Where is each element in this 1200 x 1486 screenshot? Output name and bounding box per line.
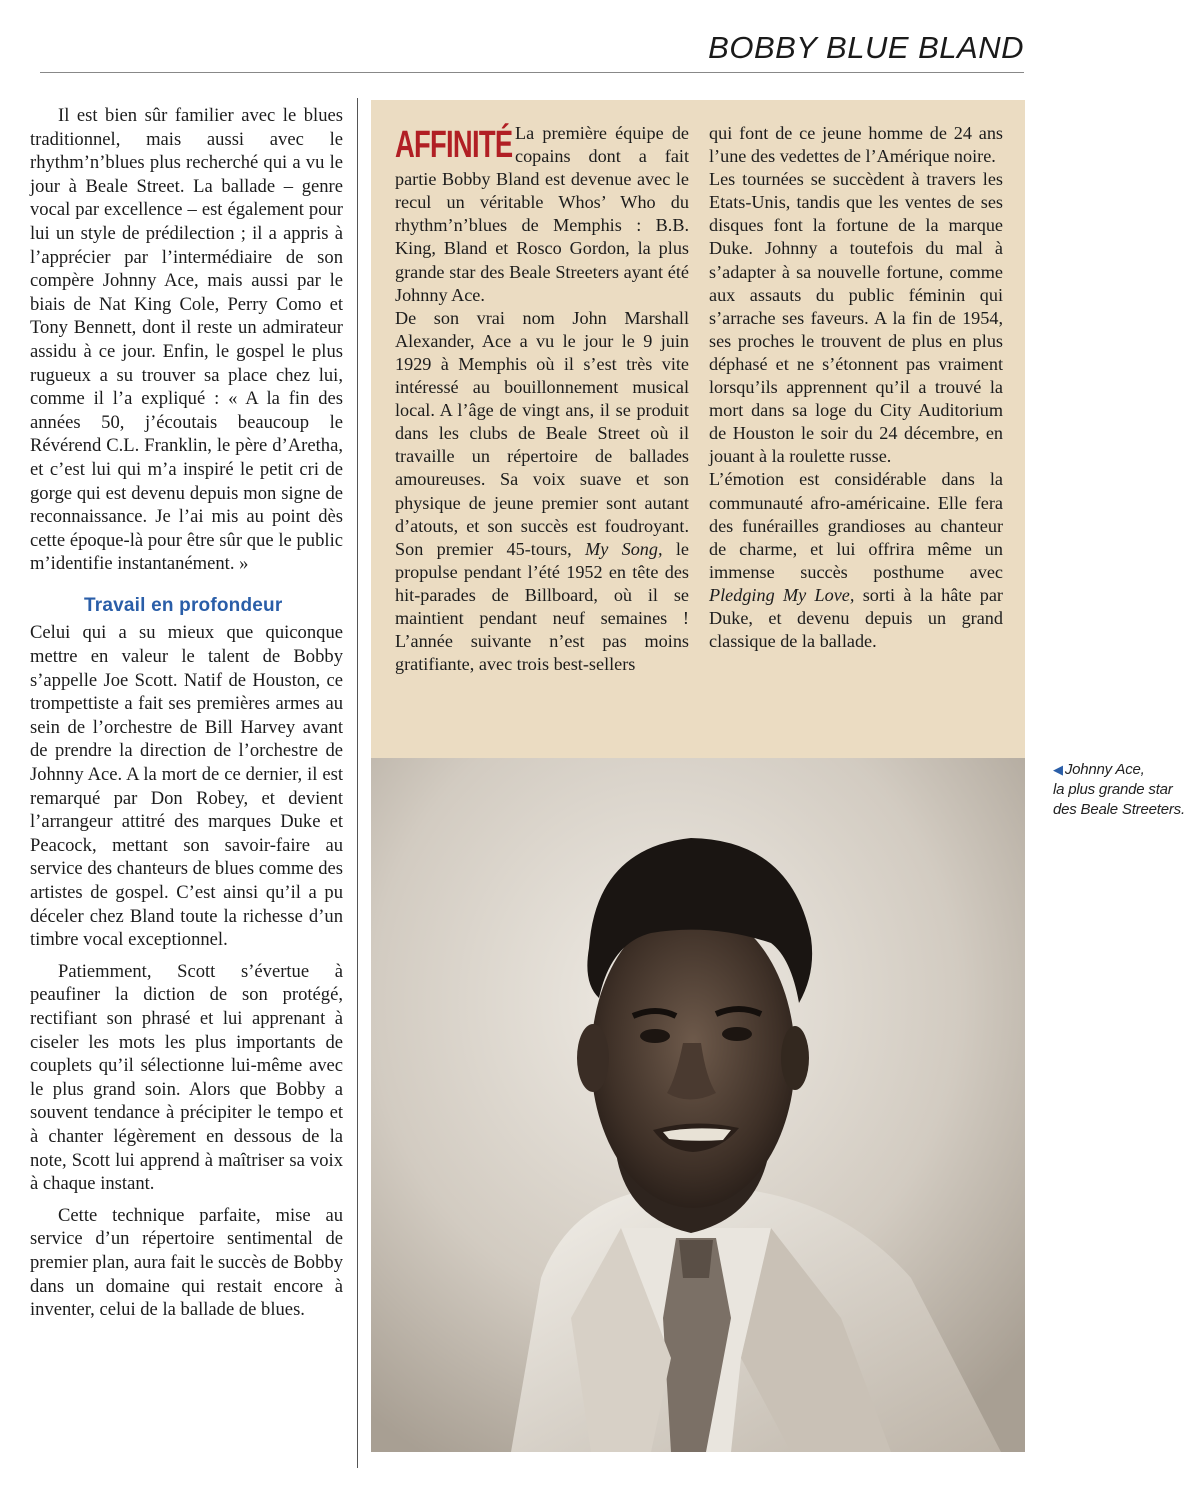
sidebar-column-2 <box>709 122 1003 653</box>
sidebar-text: Les tournées se succèdent à travers les Etats-Unis, tandis que les ventes de ses disques font la fortune de la marque Duke. Johnny a toutefois du mal à s’adapter à sa nouvelle fortune, comme aux assauts du public féminin qui s’arrache ses faveurs. A la fin de 1954, ses proches le trouvent de plus en plus déphasé et ne s’étonnent pas vraiment lorsqu’ils apprennent qu’il a trouvé la mort dans sa loge du City Auditorium de Houston le soir du 24 décembre, en jouant à la roulette russe. <box>709 169 1003 467</box>
photo-caption <box>1053 760 1193 820</box>
sidebar-text: le propulse pendant l’été 1952 en tête des hit-parades de Billboard, où il se maintient pendant neuf semaines ! L’année suivante n’est pas moins gratifiante, avec trois best-sellers <box>395 538 690 675</box>
header-rule <box>40 72 1024 73</box>
paragraph: Celui qui a su mieux que quiconque mettre en valeur le talent de Bobby s’appelle Joe Scott. Natif de Houston, ce trompettiste a fait ses premières armes au sein de l’orchestre de Bill Harvey avant de prendre la direction de l’orchestre de Johnny Ace. A la mort de ce dernier, il est remarqué par Don Robey, et devient l’arrangeur attitré des marques Duke et Peacock, mettant son savoir-faire au service des chanteurs de blues comme des artistes de gospel. C’est ainsi qu’il a pu déceler chez Bland toute la richesse d’un timbre vocal exceptionnel. <box>30 622 343 951</box>
caption-line: Johnny Ace, <box>1064 761 1145 778</box>
sidebar-box <box>371 100 1025 758</box>
portrait-illustration <box>371 758 1025 1452</box>
paragraph: Cette technique parfaite, mise au service d’un répertoire sentimental de premier plan, aura fait le succès de Bobby dans un domaine qui restait encore à inventer, celui de la ballade de blues. <box>30 1204 343 1321</box>
caption-arrow-icon: ◀ <box>1053 762 1063 777</box>
column-divider <box>357 98 358 1468</box>
subheading: Travail en profondeur <box>84 594 283 616</box>
sidebar-text: De son vrai nom John Marshall Alexander, Ace a vu le jour le 9 juin 1929 à Memphis où il s’est très vite intéressé au bouillonnement musical local. A l’âge de vingt ans, il se produit dans les clubs de Beale Street où il travaille un répertoire de ballades amoureuses. Sa voix suave et son physique de jeune premier sont autant d’atouts, et son succès est foudroyant. Son premier 45-tours, <box>395 307 689 559</box>
left-column <box>30 104 343 1322</box>
sidebar-text: L’émotion est considérable dans la communauté afro-américaine. Elle fera des funérailles grandioses au chanteur de charme, et lui offrira même un immense succès posthume avec <box>709 469 1003 582</box>
portrait-photo <box>371 758 1025 1452</box>
paragraph: Il est bien sûr familier avec le blues traditionnel, mais aussi avec le rhythm’n’blues plus recherché qui a vu le jour à Beale Street. La ballade – genre vocal par excellence – est également pour lui un style de prédilection ; il a appris à l’apprécier par l’intermédiaire de son compère Johnny Ace, mais aussi par le biais de Nat King Cole, Perry Como et Tony Bennett, dont il reste un admirateur assidu à ce jour. Enfin, le gospel le plus rugueux a su trouver sa place chez lui, comme il l’a expliqué : « A la fin des années 50, j’écoutais beaucoup le Révérend C.L. Franklin, le père d’Aretha, et c’est lui qui m’a inspiré le petit cri de gorge qui est devenu depuis mon signe de reconnaissance. Je l’ai mis au point dès cette époque-là pour être sûr que le public m’identifie instantanément. » <box>30 105 343 575</box>
sidebar-text: La première équipe de copains dont a fait partie Bobby Bland est devenue avec le recul un véritable Whos’ Who du rhythm’n’blues de Memphis : B.B. King, Bland et Rosco Gordon, la plus grande star des Beale Streeters ayant été Johnny Ace. <box>395 123 689 305</box>
sidebar-column-1 <box>395 122 689 676</box>
caption-line: des Beale Streeters. <box>1053 801 1185 818</box>
caption-line: la plus grande star <box>1053 781 1173 798</box>
song-title: My Song, <box>585 538 676 559</box>
sidebar-title: AFFINITÉ <box>395 124 513 166</box>
sidebar-text: qui font de ce jeune homme de 24 ans l’une des vedettes de l’Amérique noire. <box>709 123 1003 167</box>
sidebar-text: sorti à la hâte par Duke, et devenu depuis un grand classique de la ballade. <box>709 584 1003 652</box>
song-title: Pledging My Love, <box>709 584 863 605</box>
paragraph: Patiemment, Scott s’évertue à peaufiner la diction de son protégé, rectifiant son phrasé et lui apprenant à ciseler les mots les plus importants de couplets qu’il sélectionne lui-même avec le plus grand soin. Alors que Bobby a souvent tendance à précipiter le tempo et à chanter légèrement en dessous de la note, Scott lui apprend à maîtriser sa voix à chaque instant. <box>30 960 343 1195</box>
running-title: BOBBY BLUE BLAND <box>708 30 1024 65</box>
